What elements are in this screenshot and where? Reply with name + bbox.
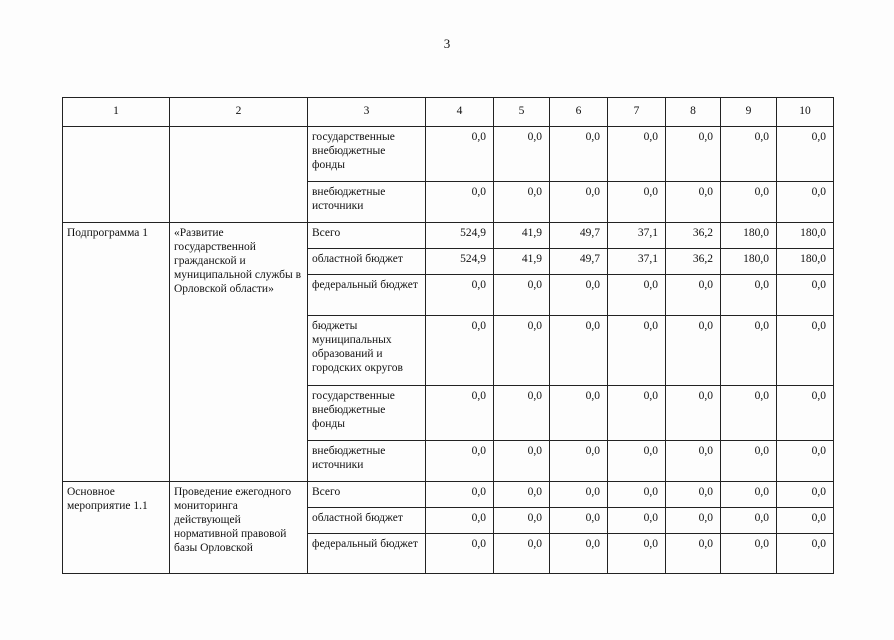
value-cell: 180,0: [721, 223, 777, 249]
value-cell: 524,9: [426, 249, 494, 275]
value-cell: 0,0: [666, 275, 721, 316]
value-cell: 0,0: [494, 508, 550, 534]
funding-source-cell: областной бюджет: [308, 508, 426, 534]
col-header: 8: [666, 98, 721, 127]
funding-source-cell: федеральный бюджет: [308, 275, 426, 316]
value-cell: 0,0: [777, 316, 834, 386]
value-cell: 0,0: [550, 275, 608, 316]
value-cell: 49,7: [550, 249, 608, 275]
value-cell: 41,9: [494, 249, 550, 275]
value-cell: 0,0: [777, 127, 834, 182]
col-header: 5: [494, 98, 550, 127]
value-cell: 0,0: [494, 182, 550, 223]
value-cell: 0,0: [777, 182, 834, 223]
table-row: [63, 127, 834, 182]
value-cell: 0,0: [494, 386, 550, 441]
program-cell: Основное мероприятие 1.1: [63, 482, 170, 574]
program-name-cell: Проведение ежегодного мониторинга действующей нормативной правовой базы Орловской: [170, 482, 308, 574]
value-cell: 0,0: [666, 508, 721, 534]
value-cell: 0,0: [550, 316, 608, 386]
value-cell: 0,0: [608, 534, 666, 574]
value-cell: 0,0: [494, 441, 550, 482]
value-cell: 0,0: [666, 386, 721, 441]
value-cell: 0,0: [550, 441, 608, 482]
value-cell: 0,0: [721, 508, 777, 534]
value-cell: 0,0: [426, 508, 494, 534]
value-cell: 41,9: [494, 223, 550, 249]
value-cell: 0,0: [666, 127, 721, 182]
value-cell: 0,0: [608, 482, 666, 508]
value-cell: 0,0: [426, 482, 494, 508]
header-row: [63, 98, 834, 127]
table-row: [63, 223, 834, 249]
value-cell: 0,0: [721, 441, 777, 482]
value-cell: 0,0: [721, 275, 777, 316]
funding-source-cell: Всего: [308, 482, 426, 508]
col-header: 10: [777, 98, 834, 127]
funding-source-cell: Всего: [308, 223, 426, 249]
value-cell: 0,0: [721, 534, 777, 574]
value-cell: 0,0: [721, 482, 777, 508]
value-cell: 0,0: [666, 182, 721, 223]
value-cell: 0,0: [777, 275, 834, 316]
value-cell: 0,0: [777, 482, 834, 508]
value-cell: 0,0: [608, 275, 666, 316]
value-cell: 0,0: [721, 316, 777, 386]
value-cell: 0,0: [608, 386, 666, 441]
value-cell: 0,0: [494, 534, 550, 574]
funding-source-cell: государственные внебюджетные фонды: [308, 386, 426, 441]
program-cell: Подпрограмма 1: [63, 223, 170, 482]
value-cell: 0,0: [494, 127, 550, 182]
table-row: [63, 482, 834, 508]
funding-source-cell: бюджеты муниципальных образований и городских округов: [308, 316, 426, 386]
value-cell: 0,0: [608, 127, 666, 182]
value-cell: 524,9: [426, 223, 494, 249]
value-cell: 180,0: [721, 249, 777, 275]
value-cell: 0,0: [426, 316, 494, 386]
col-header: 1: [63, 98, 170, 127]
program-cell: [63, 127, 170, 223]
value-cell: 0,0: [721, 386, 777, 441]
value-cell: 0,0: [494, 482, 550, 508]
value-cell: 0,0: [426, 127, 494, 182]
value-cell: 0,0: [608, 508, 666, 534]
col-header: 6: [550, 98, 608, 127]
col-header: 3: [308, 98, 426, 127]
value-cell: 180,0: [777, 249, 834, 275]
funding-source-cell: внебюджетные источники: [308, 441, 426, 482]
value-cell: 0,0: [550, 127, 608, 182]
value-cell: 0,0: [777, 386, 834, 441]
value-cell: 0,0: [426, 386, 494, 441]
value-cell: 36,2: [666, 249, 721, 275]
value-cell: 0,0: [608, 441, 666, 482]
program-name-cell: «Развитие государственной гражданской и муниципальной службы в Орловской области»: [170, 223, 308, 482]
funding-source-cell: внебюджетные источники: [308, 182, 426, 223]
value-cell: 0,0: [550, 182, 608, 223]
value-cell: 0,0: [777, 441, 834, 482]
value-cell: 0,0: [666, 534, 721, 574]
col-header: 4: [426, 98, 494, 127]
value-cell: 0,0: [550, 508, 608, 534]
col-header: 9: [721, 98, 777, 127]
funding-source-cell: федеральный бюджет: [308, 534, 426, 574]
page-number: 3: [443, 36, 451, 51]
funding-source-cell: областной бюджет: [308, 249, 426, 275]
value-cell: 0,0: [666, 441, 721, 482]
value-cell: 37,1: [608, 223, 666, 249]
value-cell: 0,0: [494, 275, 550, 316]
value-cell: 0,0: [777, 508, 834, 534]
value-cell: 36,2: [666, 223, 721, 249]
value-cell: 0,0: [426, 534, 494, 574]
value-cell: 49,7: [550, 223, 608, 249]
value-cell: 0,0: [494, 316, 550, 386]
value-cell: 0,0: [426, 441, 494, 482]
value-cell: 0,0: [550, 386, 608, 441]
value-cell: 0,0: [550, 482, 608, 508]
value-cell: 0,0: [426, 275, 494, 316]
value-cell: 37,1: [608, 249, 666, 275]
value-cell: 180,0: [777, 223, 834, 249]
col-header: 7: [608, 98, 666, 127]
value-cell: 0,0: [721, 182, 777, 223]
value-cell: 0,0: [721, 127, 777, 182]
col-header: 2: [170, 98, 308, 127]
value-cell: 0,0: [426, 182, 494, 223]
program-name-cell: [170, 127, 308, 223]
value-cell: 0,0: [666, 482, 721, 508]
value-cell: 0,0: [608, 316, 666, 386]
value-cell: 0,0: [550, 534, 608, 574]
value-cell: 0,0: [777, 534, 834, 574]
funding-source-cell: государственные внебюджетные фонды: [308, 127, 426, 182]
value-cell: 0,0: [608, 182, 666, 223]
value-cell: 0,0: [666, 316, 721, 386]
budget-table: [62, 97, 834, 574]
